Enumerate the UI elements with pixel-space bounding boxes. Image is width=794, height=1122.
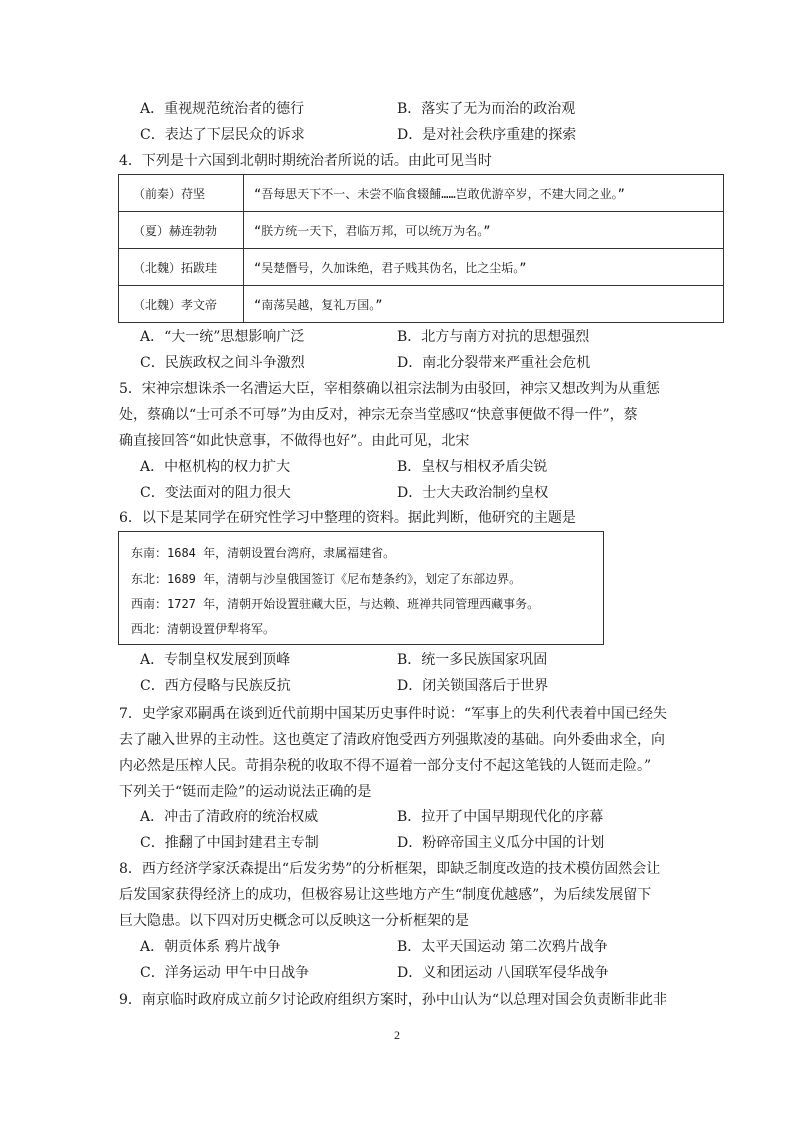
material-line: 东南：1684 年，清朝设置台湾府，隶属福建省。 <box>131 546 396 560</box>
quote-cell: “南荡吴越，复礼万国。” <box>244 286 724 323</box>
q8-line: 8．西方经济学家沃森提出“后发劣势”的分析框架，即缺乏制度改造的技术模仿固然会让 <box>119 861 661 877</box>
q6-material-box <box>118 531 604 645</box>
q8-line: 后发国家获得经济上的成功，但极容易让这些地方产生“制度优越感”，为后续发展留下 <box>119 887 652 903</box>
q8-option-b: B．太平天国运动 第二次鸦片战争 <box>397 939 608 955</box>
q8-option-a: A．朝贡体系 鸦片战争 <box>140 939 281 955</box>
q5-option-a: A．中枢机构的权力扩大 <box>140 459 291 475</box>
q5-stem <box>119 376 671 454</box>
q6-option-a: A．专制皇权发展到顶峰 <box>140 652 291 668</box>
q6-stem: 6．以下是某同学在研究性学习中整理的资料。据此判断，他研究的主题是 <box>119 510 576 526</box>
q7-option-c: C．推翻了中国封建君主专制 <box>140 835 319 851</box>
quote-cell: “吴楚僭号，久加诛绝，君子贱其伪名，比之尘垢。” <box>244 249 724 286</box>
q5-option-b: B．皇权与相权矛盾尖锐 <box>397 459 548 475</box>
q7-option-d: D．粉碎帝国主义瓜分中国的计划 <box>397 835 605 851</box>
q5-line: 确直接回答“如此快意事，不做得也好”。由此可见，北宋 <box>119 433 470 449</box>
material-line: 西北：清朝设置伊犁将军。 <box>131 622 276 636</box>
q5-line: 处，蔡确以“士可杀不可辱”为由反对，神宗无奈当堂感叹“快意事便做不得一件”，蔡 <box>119 407 638 423</box>
q4-option-a: A．“大一统”思想影响广泛 <box>140 329 305 345</box>
q6-option-b: B．统一多民族国家巩固 <box>397 652 548 668</box>
ruler-cell: （夏）赫连勃勃 <box>119 212 244 249</box>
q7-line: 内必然是压榨人民。苛捐杂税的收取不得不逼着一部分支付不起这笔钱的人铤而走险。” <box>119 758 652 774</box>
q8-option-c: C．洋务运动 甲午中日战争 <box>140 965 310 981</box>
q7-option-a: A．冲击了清政府的统治权威 <box>140 809 319 825</box>
q8-option-d: D．义和团运动 八国联军侵华战争 <box>397 965 609 981</box>
q7-line: 去了融入世界的主动性。这也奠定了清政府饱受西方列强欺凌的基础。向外委曲求全，向 <box>119 732 665 748</box>
q6-option-c: C．西方侵略与民族反抗 <box>140 678 291 694</box>
quote-cell: “朕方统一天下，君临万邦，可以统万为名。” <box>244 212 724 249</box>
q3-option-d: D．是对社会秩序重建的探索 <box>397 127 577 143</box>
q4-option-d: D．南北分裂带来严重社会危机 <box>397 355 591 371</box>
q7-stem <box>119 701 671 805</box>
page-number: 2 <box>394 1028 400 1042</box>
q9-stem: 9．南京临时政府成立前夕讨论政府组织方案时，孙中山认为“以总理对国会负责断非此非 <box>119 992 668 1008</box>
table-row <box>119 286 724 323</box>
table-row <box>119 249 724 286</box>
q4-stem: 4．下列是十六国到北朝时期统治者所说的话。由此可见当时 <box>119 153 492 169</box>
q7-line: 下列关于“铤而走险”的运动说法正确的是 <box>119 784 372 800</box>
q3-option-a: A．重视规范统治者的德行 <box>140 101 305 117</box>
q3-option-b: B．落实了无为而治的政治观 <box>397 101 576 117</box>
table-row <box>119 212 724 249</box>
q5-option-c: C．变法面对的阻力很大 <box>140 485 291 501</box>
ruler-cell: （北魏）拓跋珪 <box>119 249 244 286</box>
material-line: 东北：1689 年，清朝与沙皇俄国签订《尼布楚条约》，划定了东部边界。 <box>131 572 522 586</box>
q3-option-c: C．表达了下层民众的诉求 <box>140 127 305 143</box>
q6-option-d: D．闭关锁国落后于世界 <box>397 678 549 694</box>
quote-cell: “吾每思天下不一、未尝不临食辍餔……岂敢优游卒岁，不建大同之业。” <box>244 175 724 212</box>
q4-quote-table <box>118 174 724 323</box>
table-row <box>119 175 724 212</box>
q8-stem <box>119 856 671 934</box>
material-line: 西南：1727 年，清朝开始设置驻藏大臣，与达赖、班禅共同管理西藏事务。 <box>131 597 540 611</box>
q5-option-d: D．士大夫政治制约皇权 <box>397 485 549 501</box>
q5-line: 5．宋神宗想诛杀一名漕运大臣，宰相蔡确以祖宗法制为由驳回，神宗又想改判为从重惩 <box>119 381 660 397</box>
q7-line: 7．史学家邓嗣禹在谈到近代前期中国某历史事件时说：“军事上的失利代表着中国已经失 <box>119 706 668 722</box>
ruler-cell: （前秦）苻坚 <box>119 175 244 212</box>
q8-line: 巨大隐患。以下四对历史概念可以反映这一分析框架的是 <box>119 913 469 929</box>
q4-option-c: C．民族政权之间斗争激烈 <box>140 355 305 371</box>
q4-option-b: B．北方与南方对抗的思想强烈 <box>397 329 590 345</box>
ruler-cell: （北魏）孝文帝 <box>119 286 244 323</box>
q7-option-b: B．拉开了中国早期现代化的序幕 <box>397 809 604 825</box>
